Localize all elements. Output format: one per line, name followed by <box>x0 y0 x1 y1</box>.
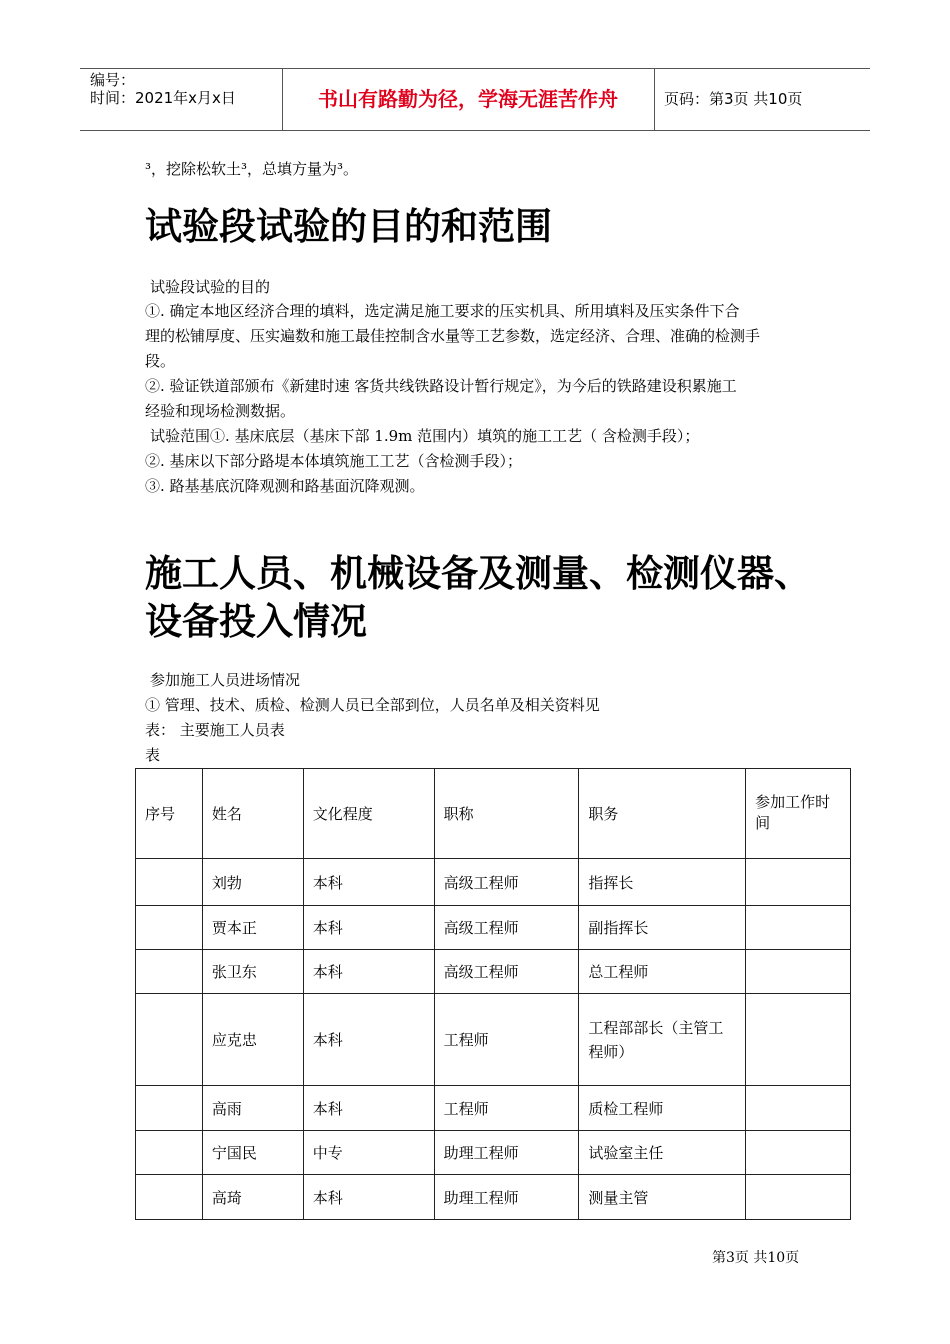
staff-table <box>135 768 851 1220</box>
table-cell: 宁国民 <box>202 1131 303 1175</box>
section-title-purpose: 试验段试验的目的和范围 <box>145 205 552 248</box>
table-cell: 总工程师 <box>579 950 746 994</box>
table-cell <box>136 950 203 994</box>
staff-line-2: 表： 主要施工人员表 <box>145 721 285 739</box>
scope-line-3: ③. 路基基底沉降观测和路基面沉降观测。 <box>145 477 425 495</box>
purpose-item-2-line-1: ②. 验证铁道部颁布《新建时速 客货共线铁路设计暂行规定》，为今后的铁路建设积累施工 <box>145 377 737 395</box>
table-cell: 本科 <box>303 859 434 906</box>
table-cell: 试验室主任 <box>579 1131 746 1175</box>
header-cell-start-date: 参加工作时间 <box>746 769 851 859</box>
purpose-item-1-line-1: ①. 确定本地区经济合理的填料，选定满足施工要求的压实机具、所用填料及压实条件下合 <box>145 302 740 320</box>
table-cell <box>746 859 851 906</box>
purpose-item-1-line-2: 理的松铺厚度、压实遍数和施工最佳控制含水量等工艺参数，选定经济、合理、准确的检测手 <box>145 327 761 345</box>
table-row <box>136 1131 851 1175</box>
table-cell <box>136 994 203 1086</box>
table-cell <box>136 1086 203 1131</box>
purpose-heading: 试验段试验的目的 <box>150 278 271 296</box>
table-cell <box>746 1175 851 1220</box>
table-cell <box>136 1131 203 1175</box>
staff-line-1: ① 管理、技术、质检、检测人员已全部到位，人员名单及相关资料见 <box>145 696 600 714</box>
header-page-info: 页码：第3页 共10页 <box>664 90 803 108</box>
table-cell <box>746 950 851 994</box>
table-row <box>136 906 851 950</box>
table-header-row <box>136 769 851 859</box>
table-cell <box>746 1086 851 1131</box>
table-cell: 助理工程师 <box>434 1175 579 1220</box>
table-cell: 本科 <box>303 950 434 994</box>
table-cell: 中专 <box>303 1131 434 1175</box>
header-meta <box>80 69 283 130</box>
table-cell: 刘勃 <box>202 859 303 906</box>
table-row <box>136 950 851 994</box>
table-cell: 测量主管 <box>579 1175 746 1220</box>
header-cell-title: 职称 <box>434 769 579 859</box>
table-cell: 高雨 <box>202 1086 303 1131</box>
section-title-resources-line-1: 施工人员、机械设备及测量、检测仪器、 <box>145 552 811 595</box>
page-footer: 第3页 共10页 <box>712 1250 800 1266</box>
table-cell: 工程师 <box>434 1086 579 1131</box>
table-cell: 助理工程师 <box>434 1131 579 1175</box>
table-cell: 高级工程师 <box>434 950 579 994</box>
table-cell: 高琦 <box>202 1175 303 1220</box>
header-motto: 书山有路勤为径，学海无涯苦作舟 <box>282 69 655 130</box>
table-cell: 贾本正 <box>202 906 303 950</box>
table-cell <box>746 1131 851 1175</box>
table-cell: 工程师 <box>434 994 579 1086</box>
table-cell: 副指挥长 <box>579 906 746 950</box>
purpose-item-2-line-2: 经验和现场检测数据。 <box>145 402 296 420</box>
table-cell <box>746 906 851 950</box>
scope-line-2: ②. 基床以下部分路堤本体填筑施工工艺（含检测手段）； <box>145 452 523 470</box>
table-row <box>136 1175 851 1220</box>
purpose-item-1-line-3: 段。 <box>145 352 176 370</box>
staff-line-3: 表 <box>145 746 161 764</box>
table-cell: 本科 <box>303 1086 434 1131</box>
table-row <box>136 994 851 1086</box>
table-cell <box>136 859 203 906</box>
header-cell-position: 职务 <box>579 769 746 859</box>
table-cell: 本科 <box>303 994 434 1086</box>
document-number-label: 编号： <box>90 71 136 89</box>
staff-heading: 参加施工人员进场情况 <box>150 671 301 689</box>
section-title-resources-line-2: 设备投入情况 <box>145 600 367 643</box>
table-cell <box>746 994 851 1086</box>
page-header <box>80 68 870 131</box>
header-cell-index: 序号 <box>136 769 203 859</box>
table-cell: 高级工程师 <box>434 859 579 906</box>
table-cell: 应克忠 <box>202 994 303 1086</box>
table-cell: 高级工程师 <box>434 906 579 950</box>
table-cell: 本科 <box>303 906 434 950</box>
header-cell-education: 文化程度 <box>303 769 434 859</box>
table-cell: 本科 <box>303 1175 434 1220</box>
table-cell: 质检工程师 <box>579 1086 746 1131</box>
fragment-line: ³，挖除松软土³，总填方量为³。 <box>145 160 359 178</box>
table-cell: 工程部部长（主管工程师） <box>579 994 746 1086</box>
header-cell-name: 姓名 <box>202 769 303 859</box>
table-row <box>136 1086 851 1131</box>
table-row <box>136 859 851 906</box>
table-cell <box>136 906 203 950</box>
table-cell: 张卫东 <box>202 950 303 994</box>
table-cell: 指挥长 <box>579 859 746 906</box>
table-cell <box>136 1175 203 1220</box>
document-time-label: 时间：2021年x月x日 <box>90 89 236 107</box>
scope-line-1: 试验范围①. 基床底层（基床下部 1.9m 范围内）填筑的施工工艺（ 含检测手段）； <box>150 427 700 445</box>
